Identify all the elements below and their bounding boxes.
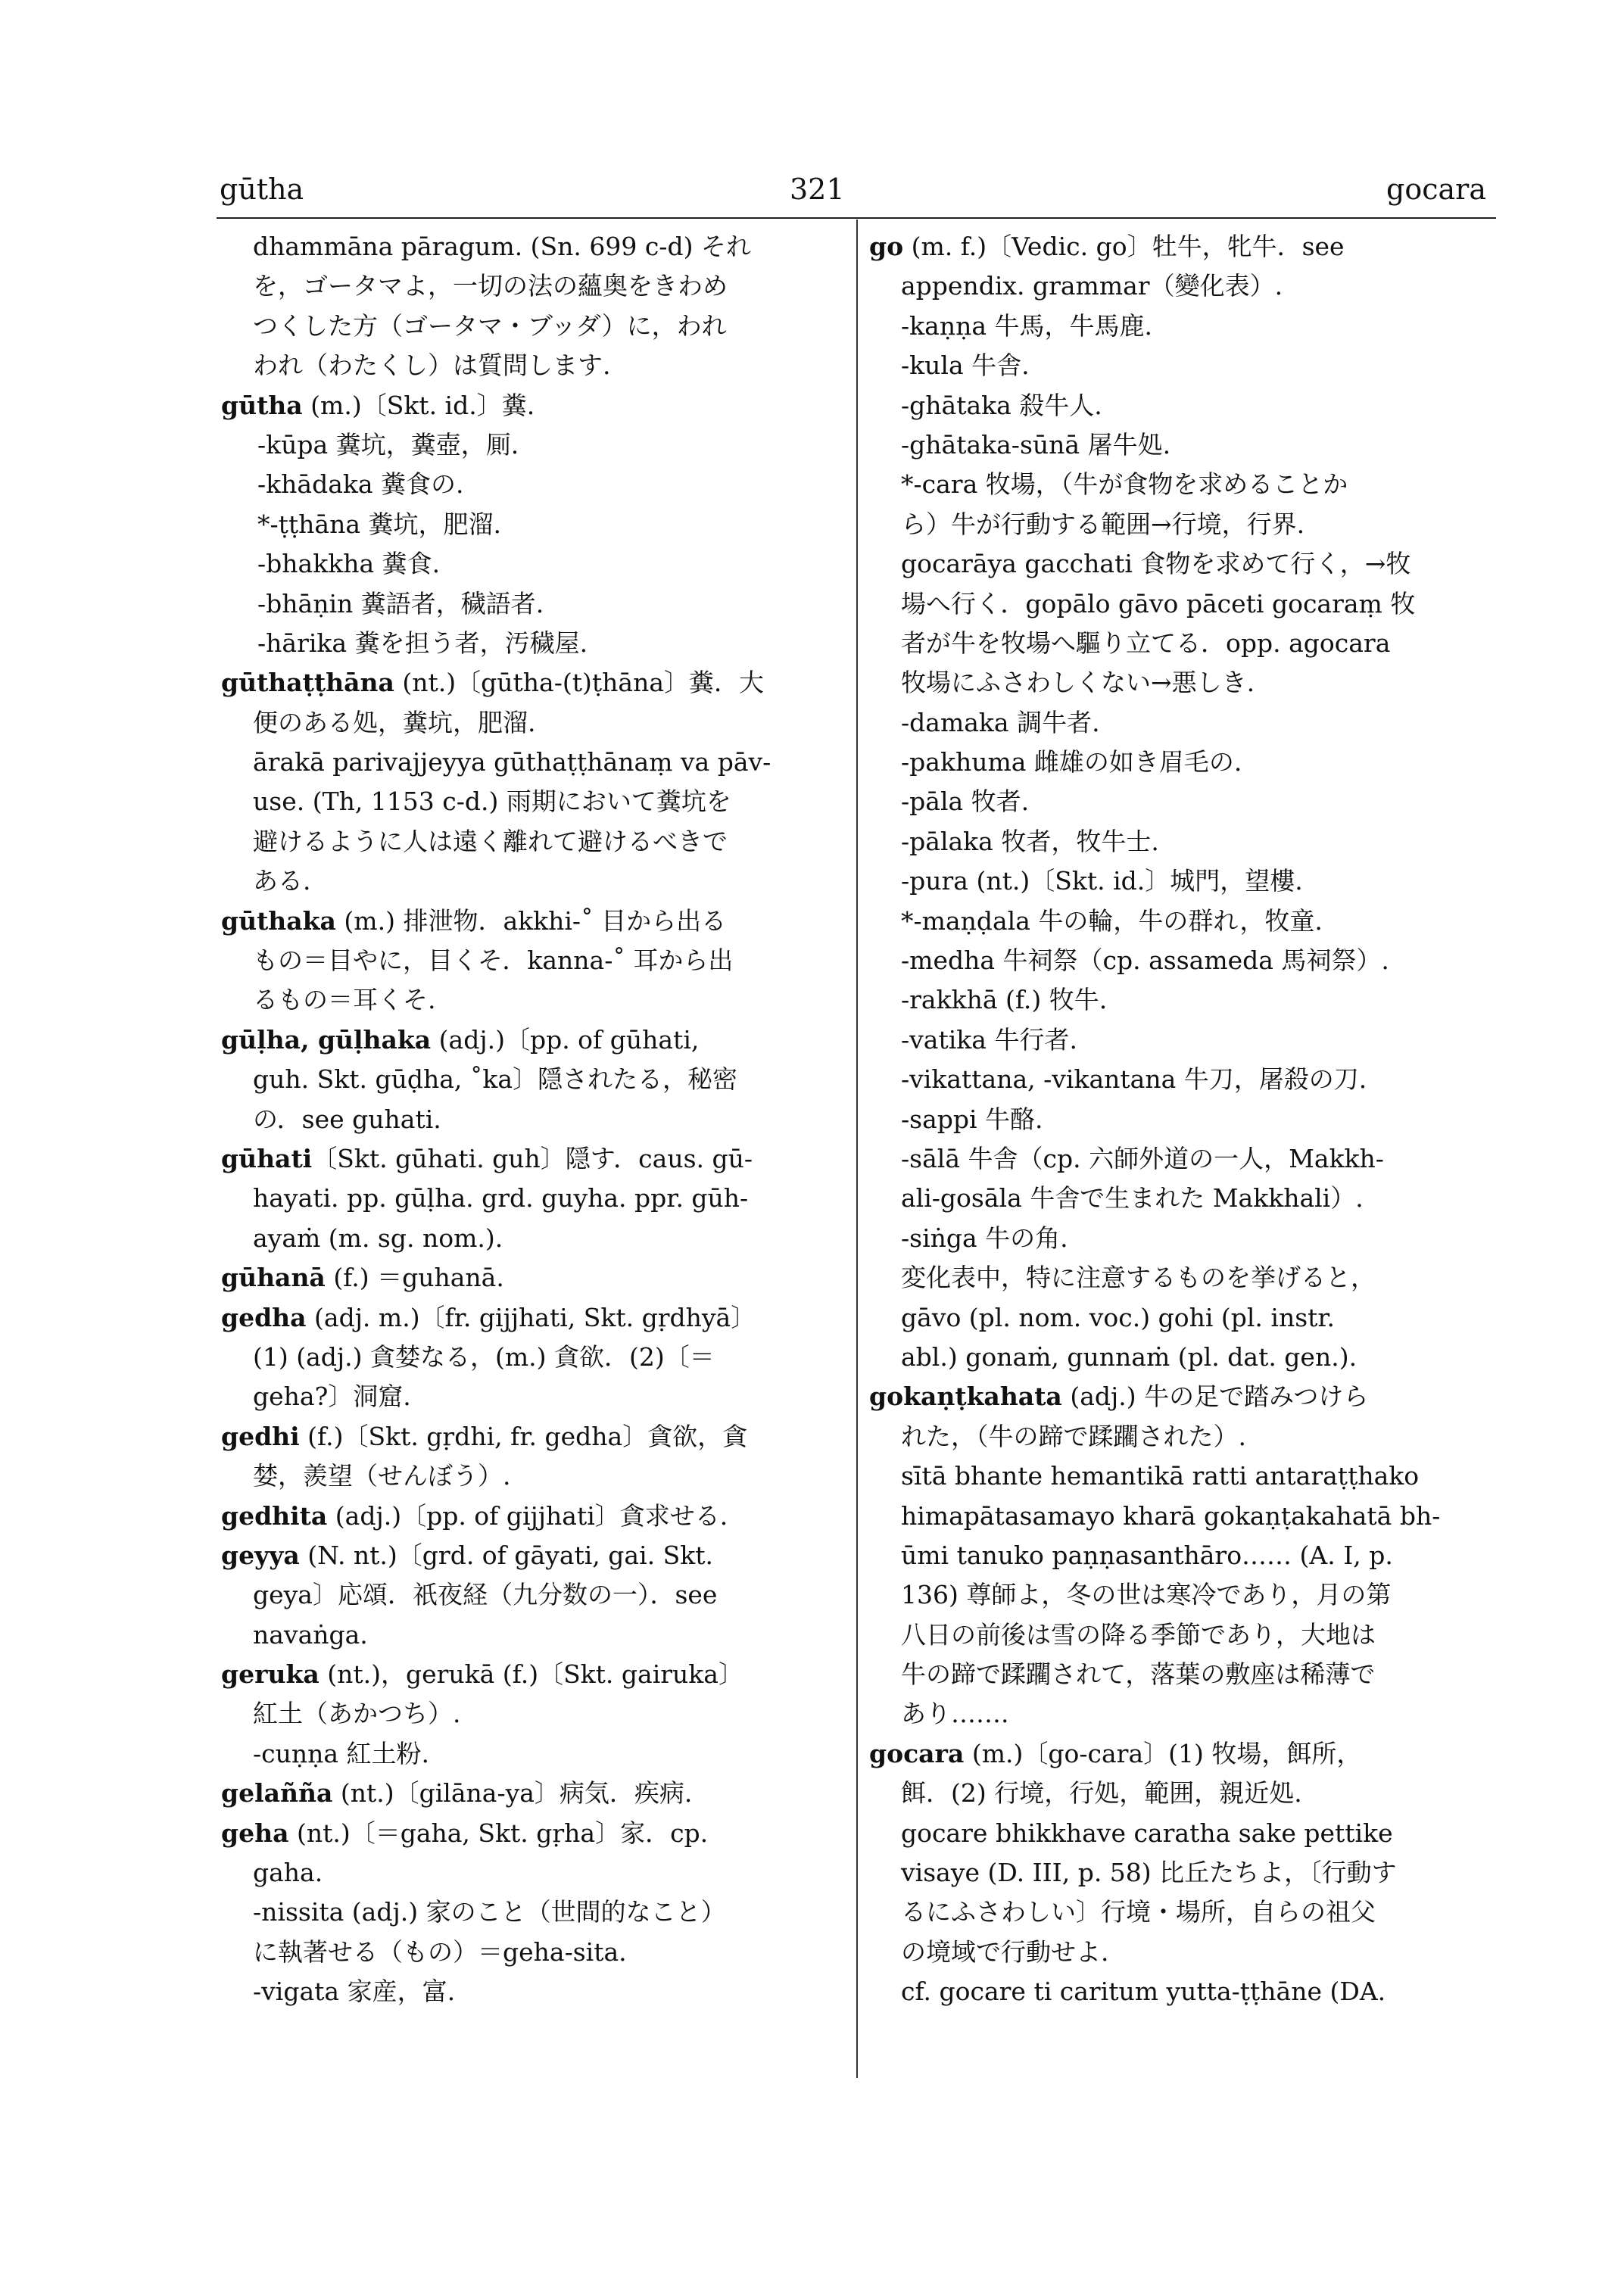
- line-text: -cuṇṇa 紅土粉.: [253, 1738, 430, 1768]
- dictionary-line: [221, 1179, 842, 1218]
- line-text: -vikattana, -vikantana 牛刀，屠殺の刀.: [901, 1064, 1367, 1095]
- line-text: (adj.) 牛の足で踏みつけら: [1061, 1382, 1369, 1412]
- dictionary-line: [221, 1100, 842, 1139]
- line-text: 婪，羨望（せんぼう）.: [253, 1461, 511, 1491]
- line-text: -kūpa 糞坑，糞壺，厠.: [257, 429, 519, 460]
- line-text: -kaṇṇa 牛馬，牛馬鹿.: [901, 310, 1152, 341]
- dictionary-line: [869, 1456, 1498, 1496]
- line-text: ら）牛が行動する範囲→行境，行界.: [901, 509, 1305, 539]
- dictionary-line: [221, 266, 842, 306]
- dictionary-line: [221, 544, 842, 584]
- headword: gedhi: [221, 1421, 300, 1451]
- line-text: -hārika 糞を担う者，汚穢屋.: [257, 628, 588, 658]
- dictionary-line: [221, 1734, 842, 1774]
- headword: geruka: [221, 1659, 320, 1690]
- dictionary-line: [221, 980, 842, 1020]
- headword: gocara: [869, 1738, 965, 1768]
- line-text: -nissita (adj.) 家のこと（世間的なこと）: [253, 1897, 726, 1927]
- line-text: (nt.)，gerukā (f.)〔Skt. gairuka〕: [319, 1659, 743, 1690]
- dictionary-line: [221, 1972, 842, 2011]
- dictionary-line: [221, 425, 842, 465]
- line-text: の．see guhati.: [253, 1104, 441, 1134]
- line-text: の境域で行動せよ.: [901, 1936, 1109, 1967]
- dictionary-line: [221, 1893, 842, 1932]
- dictionary-line: [869, 1893, 1498, 1932]
- headword: gedhita: [221, 1500, 328, 1531]
- dictionary-line: [221, 743, 842, 782]
- dictionary-line: [869, 266, 1498, 306]
- headword: geha: [221, 1818, 289, 1848]
- dictionary-line: [869, 1298, 1498, 1338]
- line-text: (adj.)〔pp. of gūhati,: [431, 1024, 700, 1055]
- running-head-right: gocara: [1386, 173, 1486, 206]
- dictionary-line: [869, 1972, 1498, 2011]
- dictionary-line: [869, 1536, 1498, 1575]
- dictionary-line: [221, 861, 842, 901]
- line-text: himapātasamayo kharā gokaṇṭakahatā bh-: [901, 1500, 1441, 1531]
- dictionary-line: [221, 1377, 842, 1416]
- line-text: 餌．(2) 行境，行処，範囲，親近処.: [901, 1778, 1302, 1809]
- headword: go: [869, 232, 904, 261]
- entry-line: [869, 227, 1498, 266]
- line-text: gocare bhikkhave caratha sake pettike: [901, 1818, 1393, 1848]
- dictionary-line: [869, 743, 1498, 782]
- headword: gokaṇṭkahata: [869, 1382, 1062, 1412]
- line-text: -ghātaka 殺牛人.: [901, 390, 1102, 420]
- entry-line: [869, 1734, 1498, 1774]
- dictionary-line: [869, 1338, 1498, 1377]
- line-text: (1) (adj.) 貪婪なる，(m.) 貪欲．(2)〔＝: [253, 1341, 715, 1372]
- dictionary-line: [869, 1417, 1498, 1456]
- line-text: visaye (D. III, p. 58) 比丘たちよ，〔行動す: [901, 1858, 1397, 1888]
- line-text: -bhāṇin 糞語者，穢語者.: [257, 588, 544, 618]
- line-text: 牧場にふさわしくない→悪しき.: [901, 668, 1255, 698]
- line-text: -pura (nt.)〔Skt. id.〕城門，望樓.: [901, 866, 1303, 896]
- right-column: [869, 227, 1498, 2012]
- dictionary-line: [869, 1100, 1498, 1139]
- dictionary-line: [869, 346, 1498, 385]
- dictionary-line: [221, 465, 842, 504]
- line-text: ある.: [253, 866, 311, 896]
- dictionary-line: [869, 307, 1498, 346]
- line-text: (N. nt.)〔grd. of gāyati, gai. Skt.: [299, 1540, 713, 1570]
- line-text: われ（わたくし）は質問します.: [253, 350, 611, 381]
- entry-line: [221, 1655, 842, 1694]
- dictionary-line: [869, 1219, 1498, 1258]
- running-head-left: gūtha: [220, 173, 304, 206]
- line-text: ayaṁ (m. sg. nom.).: [253, 1223, 503, 1253]
- line-text: もの＝目やに，目くそ．kanna-˚ 耳から出: [253, 946, 734, 976]
- line-text: -vigata 家産，富.: [253, 1977, 456, 2007]
- headword: gūḷha, gūḷhaka: [221, 1024, 432, 1055]
- line-text: を，ゴータマよ，一切の法の蘊奥をきわめ: [253, 271, 728, 301]
- dictionary-line: [869, 1933, 1498, 1972]
- line-text: *-ṭṭhāna 糞坑，肥溜.: [257, 509, 502, 539]
- line-text: (m. f.)〔Vedic. go〕牡牛，牝牛．see: [903, 232, 1345, 261]
- dictionary-line: [869, 1853, 1498, 1893]
- line-text: に執著せる（もの）＝geha-sita.: [253, 1936, 627, 1967]
- dictionary-line: [869, 386, 1498, 425]
- entry-line: [221, 386, 842, 425]
- dictionary-line: [869, 703, 1498, 743]
- line-text: -sappi 牛酪.: [901, 1104, 1043, 1134]
- line-text: abl.) gonaṁ, gunnaṁ (pl. dat. gen.).: [901, 1341, 1357, 1372]
- line-text: -rakkhā (f.) 牧牛.: [901, 985, 1108, 1015]
- line-text: -pakhuma 雌雄の如き眉毛の.: [901, 747, 1242, 777]
- headword: gūthaṭṭhāna: [221, 668, 394, 698]
- left-column: [221, 227, 842, 2012]
- line-text: 136) 尊師よ，冬の世は寒冷であり，月の第: [901, 1580, 1392, 1610]
- line-text: れた，（牛の蹄で蹂躙された）.: [901, 1421, 1246, 1451]
- dictionary-line: [221, 1694, 842, 1734]
- line-text: 便のある処，糞坑，肥溜.: [253, 707, 536, 737]
- line-text: (adj.)〔pp. of gijjhati〕貪求せる.: [327, 1500, 728, 1531]
- line-text: use. (Th, 1153 c-d.) 雨期において糞坑を: [253, 787, 731, 817]
- line-text: -khādaka 糞食の.: [257, 469, 464, 500]
- dictionary-line: [221, 505, 842, 544]
- headword: gūhanā: [221, 1263, 326, 1293]
- line-text: sītā bhante hemantikā ratti antaraṭṭhako: [901, 1461, 1420, 1491]
- entry-line: [221, 1020, 842, 1060]
- line-text: -damaka 調牛者.: [901, 707, 1100, 737]
- line-text: (f.)〔Skt. gṛdhi, fr. gedha〕貪欲，貪: [299, 1421, 748, 1451]
- line-text: navaṅga.: [253, 1619, 368, 1650]
- entry-line: [221, 902, 842, 941]
- entry-line: [869, 1377, 1498, 1416]
- line-text: (m.)〔Skt. id.〕糞.: [302, 390, 535, 420]
- line-text: 場へ行く．gopālo gāvo pāceti gocaraṃ 牧: [901, 588, 1416, 618]
- line-text: cf. gocare ti caritum yutta-ṭṭhāne (DA.: [901, 1977, 1386, 2007]
- dictionary-line: [869, 425, 1498, 465]
- dictionary-line: [869, 544, 1498, 584]
- entry-line: [221, 663, 842, 703]
- line-text: -kula 牛舎.: [901, 350, 1030, 381]
- line-text: 者が牛を牧場へ驅り立てる．opp. agocara: [901, 628, 1391, 658]
- dictionary-line: [221, 227, 842, 266]
- dictionary-line: [869, 1814, 1498, 1853]
- entry-line: [221, 1417, 842, 1456]
- headword: gedha: [221, 1302, 307, 1332]
- dictionary-line: [221, 1615, 842, 1655]
- line-text: dhammāna pāragum. (Sn. 699 c-d) それ: [253, 232, 751, 261]
- line-text: -ghātaka-sūnā 屠牛処.: [901, 429, 1171, 460]
- line-text: つくした方（ゴータマ・ブッダ）に，われ: [253, 310, 727, 341]
- line-text: 八日の前後は雪の降る季節であり，大地は: [901, 1619, 1376, 1650]
- line-text: *-maṇḍala 牛の輪，牛の群れ，牧童.: [901, 905, 1323, 936]
- dictionary-line: [221, 1853, 842, 1893]
- line-text: -vatika 牛行者.: [901, 1024, 1077, 1055]
- dictionary-line: [869, 505, 1498, 544]
- line-text: あり…….: [901, 1699, 1009, 1729]
- line-text: るにふさわしい〕行境・場所，自らの祖父: [901, 1897, 1376, 1927]
- entry-line: [221, 1774, 842, 1813]
- line-text: ārakā parivajjeyya gūthaṭṭhānaṃ va pāv-: [253, 747, 771, 777]
- line-text: guh. Skt. gūḍha, ˚ka〕隠されたる，秘密: [253, 1064, 738, 1095]
- dictionary-line: [869, 980, 1498, 1020]
- dictionary-line: [869, 663, 1498, 703]
- headword: gūthaka: [221, 905, 336, 936]
- line-text: (m.)〔go-cara〕(1) 牧場，餌所，: [964, 1738, 1362, 1768]
- page-number: 321: [790, 173, 845, 206]
- line-text: gaha.: [253, 1858, 323, 1888]
- dictionary-line: [869, 902, 1498, 941]
- dictionary-line: [221, 1338, 842, 1377]
- line-text: hayati. pp. gūḷha. grd. guyha. ppr. gūh-: [253, 1183, 749, 1213]
- line-text: -medha 牛祠祭（cp. assameda 馬祠祭）.: [901, 946, 1389, 976]
- line-text: -siṅga 牛の角.: [901, 1223, 1068, 1253]
- dictionary-line: [221, 1456, 842, 1496]
- line-text: -pāla 牧者.: [901, 787, 1030, 817]
- headword: gūtha: [221, 390, 303, 420]
- line-text: 避けるように人は遠く離れて避けるべきで: [253, 826, 728, 856]
- header-rule: [217, 217, 1496, 219]
- dictionary-line: [869, 1615, 1498, 1655]
- dictionary-line: [221, 1219, 842, 1258]
- line-text: (nt.)〔gūtha-(t)ṭhāna〕糞．大: [394, 668, 765, 698]
- dictionary-line: [221, 941, 842, 980]
- dictionary-line: [869, 1258, 1498, 1298]
- line-text: gocarāya gacchati 食物を求めて行く，→牧: [901, 549, 1411, 579]
- dictionary-line: [869, 861, 1498, 901]
- dictionary-line: [869, 1020, 1498, 1060]
- line-text: 牛の蹄で蹂躙されて，落葉の敷座は稀薄で: [901, 1659, 1376, 1690]
- line-text: ali-gosāla 牛舎で生まれた Makkhali）.: [901, 1183, 1364, 1213]
- dictionary-line: [221, 624, 842, 663]
- line-text: (adj. m.)〔fr. gijjhati, Skt. gṛdhyā〕: [306, 1302, 756, 1332]
- entry-line: [221, 1536, 842, 1575]
- dictionary-line: [221, 822, 842, 861]
- line-text: ūmi tanuko paṇṇasanthāro…… (A. I, p.: [901, 1540, 1393, 1570]
- line-text: (m.) 排泄物．akkhi-˚ 目から出る: [335, 905, 727, 936]
- dictionary-line: [221, 346, 842, 385]
- headword: geyya: [221, 1540, 300, 1570]
- entry-line: [221, 1814, 842, 1853]
- dictionary-line: [869, 1060, 1498, 1099]
- line-text: geha?〕洞窟.: [253, 1382, 411, 1412]
- dictionary-line: [869, 1774, 1498, 1813]
- dictionary-line: [869, 1655, 1498, 1694]
- line-text: るもの＝耳くそ.: [253, 985, 436, 1015]
- dictionary-line: [869, 1497, 1498, 1536]
- line-text: -sālā 牛舎（cp. 六師外道の一人，Makkh-: [901, 1143, 1384, 1173]
- dictionary-line: [221, 782, 842, 821]
- headword: gūhati: [221, 1143, 313, 1173]
- line-text: 〔Skt. gūhati. guh〕隠す．caus. gū-: [312, 1143, 753, 1173]
- entry-line: [221, 1258, 842, 1298]
- line-text: (nt.)〔gilāna-ya〕病気．疾病.: [332, 1778, 693, 1809]
- line-text: gāvo (pl. nom. voc.) gohi (pl. instr.: [901, 1302, 1336, 1332]
- entry-line: [221, 1497, 842, 1536]
- dictionary-line: [869, 941, 1498, 980]
- line-text: 紅土（あかつち）.: [253, 1699, 461, 1729]
- dictionary-line: [869, 822, 1498, 861]
- dictionary-line: [869, 1694, 1498, 1734]
- dictionary-line: [869, 1575, 1498, 1615]
- dictionary-line: [869, 624, 1498, 663]
- dictionary-line: [869, 1139, 1498, 1179]
- dictionary-line: [869, 465, 1498, 504]
- dictionary-line: [221, 1060, 842, 1099]
- dictionary-line: [221, 703, 842, 743]
- line-text: (nt.)〔＝gaha, Skt. gṛha〕家．cp.: [288, 1818, 709, 1848]
- headword: gelañña: [221, 1778, 333, 1809]
- line-text: geya〕応頌．祇夜経（九分数の一）．see: [253, 1580, 718, 1610]
- dictionary-line: [869, 584, 1498, 624]
- dictionary-line: [221, 1933, 842, 1972]
- line-text: (f.) ＝guhanā.: [325, 1263, 504, 1293]
- line-text: -pālaka 牧者，牧牛士.: [901, 826, 1159, 856]
- line-text: *-cara 牧場，（牛が食物を求めることか: [901, 469, 1348, 500]
- line-text: 変化表中，特に注意するものを挙げると，: [901, 1263, 1376, 1293]
- entry-line: [221, 1298, 842, 1338]
- dictionary-line: [221, 1575, 842, 1615]
- dictionary-line: [869, 782, 1498, 821]
- line-text: appendix. grammar（變化表）.: [901, 271, 1283, 301]
- dictionary-line: [221, 584, 842, 624]
- entry-line: [221, 1139, 842, 1179]
- dictionary-line: [869, 1179, 1498, 1218]
- line-text: -bhakkha 糞食.: [257, 549, 441, 579]
- column-divider: [856, 220, 858, 2078]
- dictionary-line: [221, 307, 842, 346]
